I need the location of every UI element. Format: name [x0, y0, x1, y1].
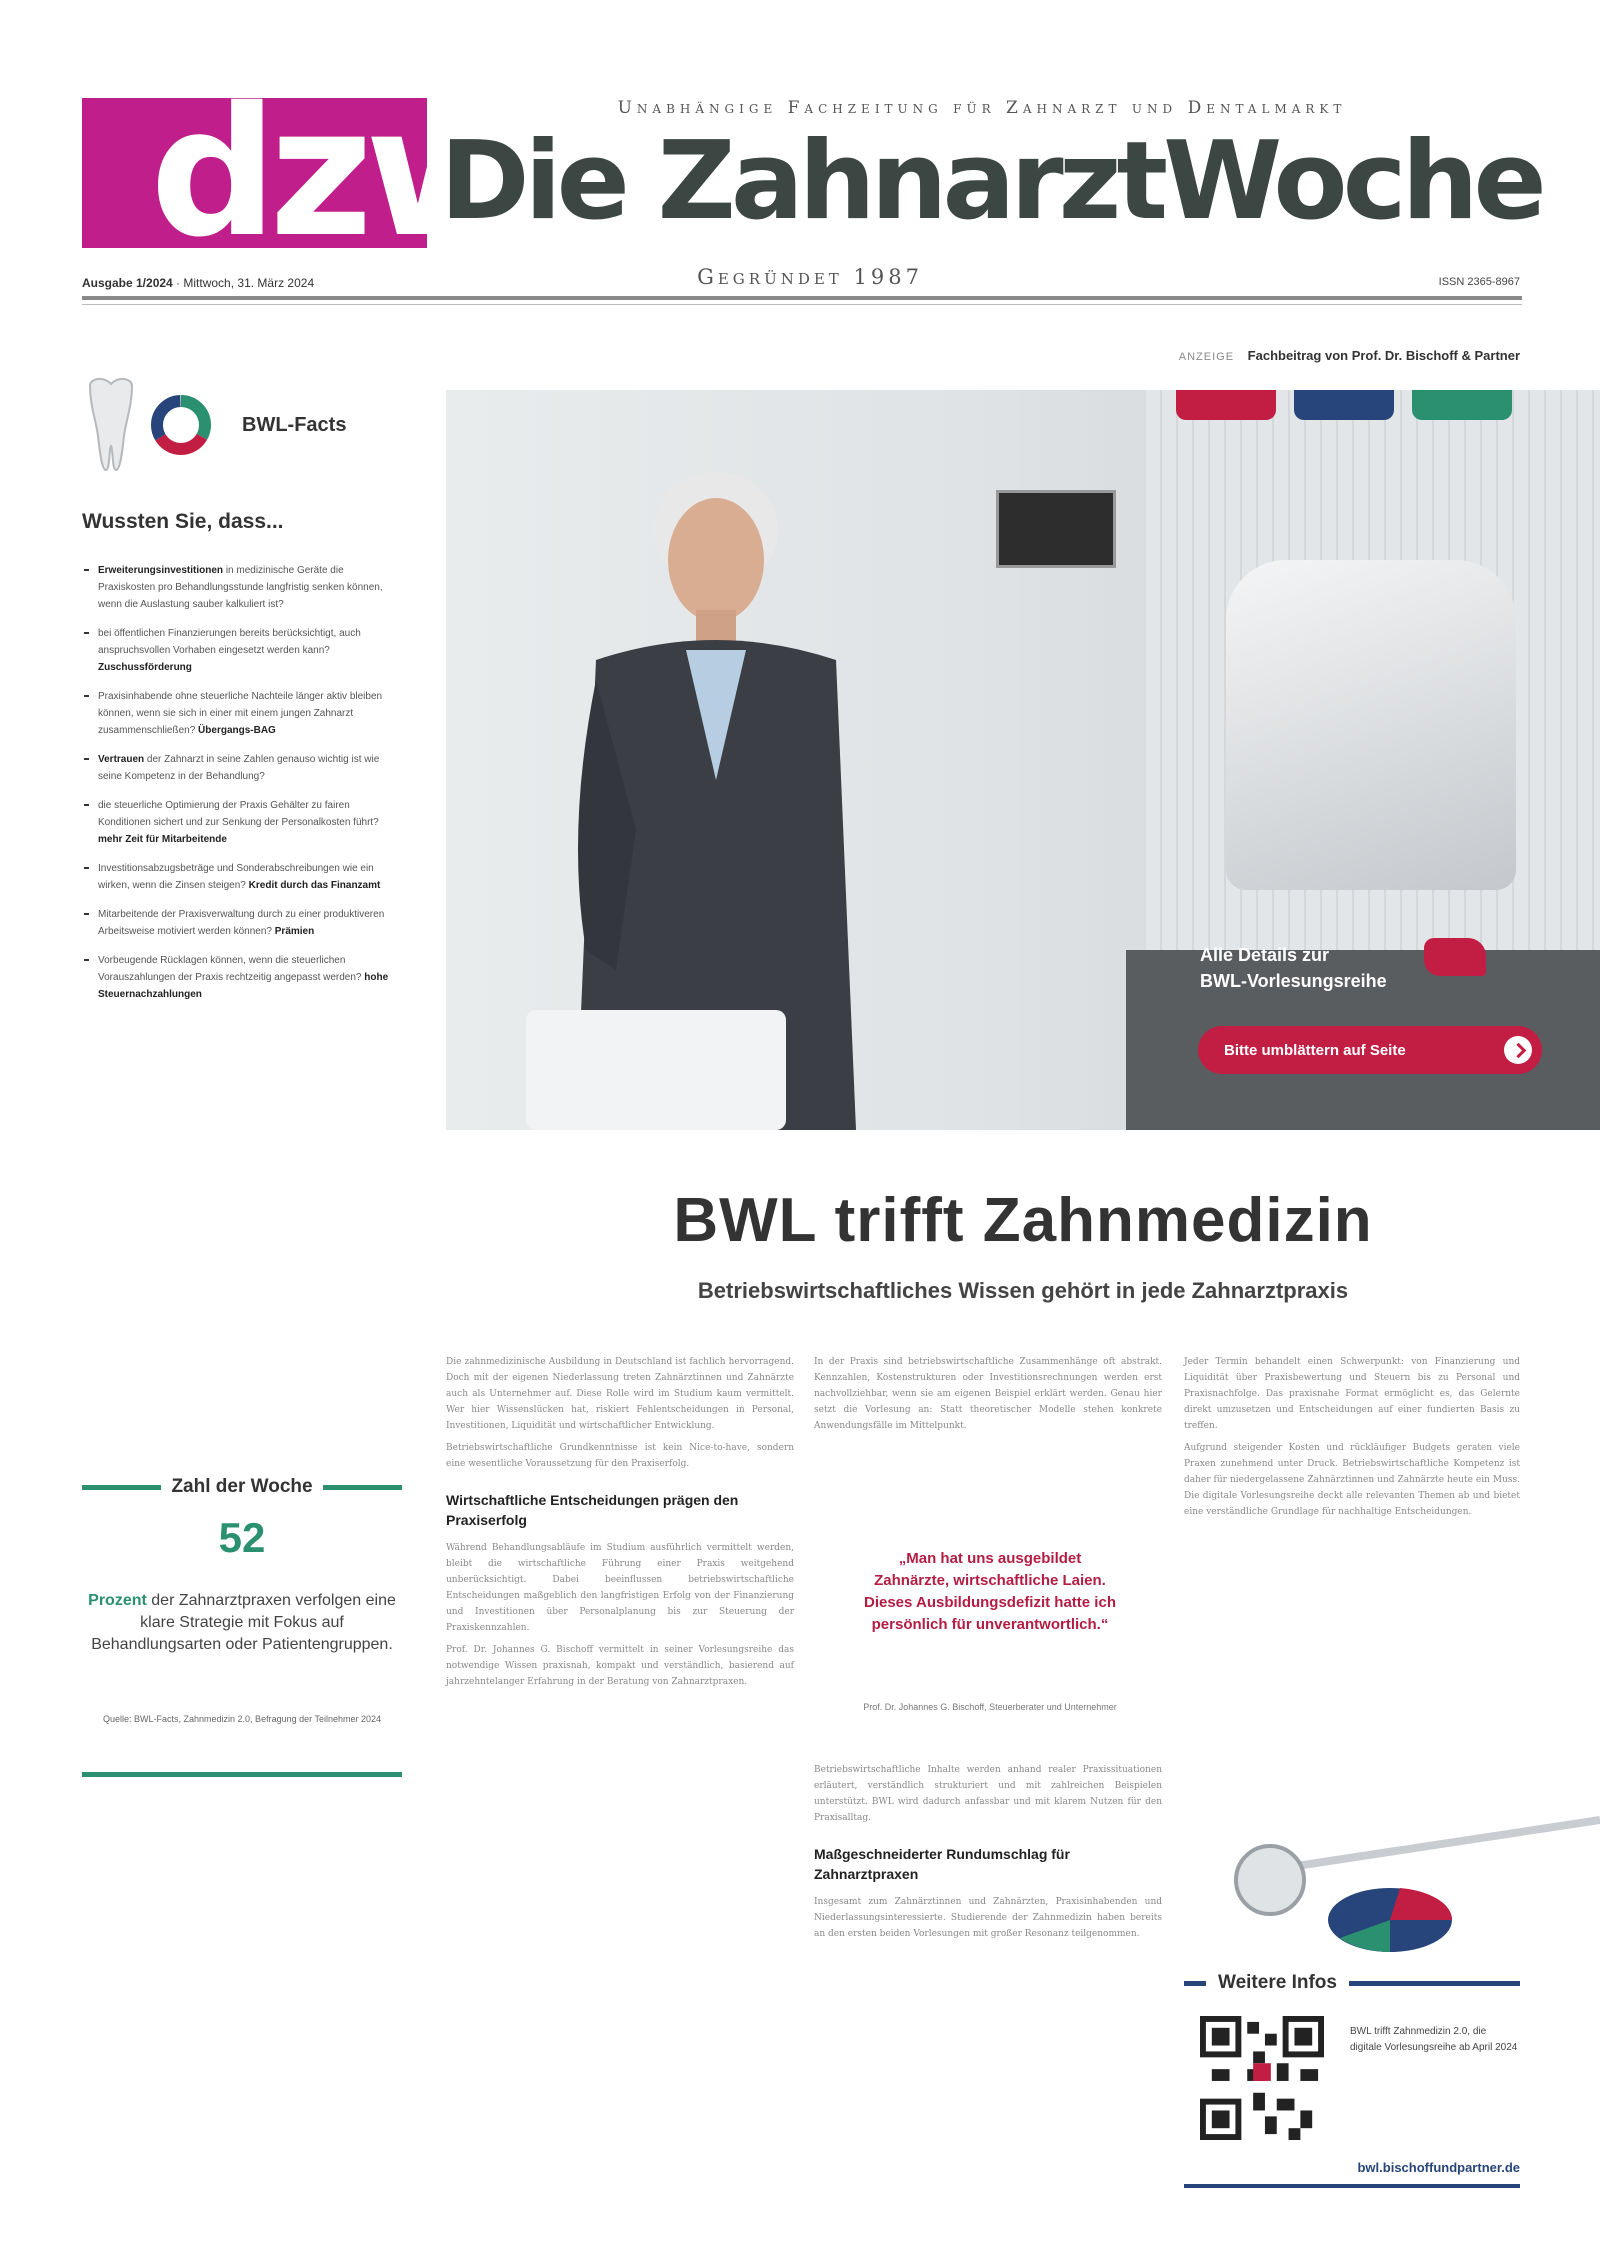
zahl-source: Quelle: BWL-Facts, Zahnmedizin 2.0, Befragung der Teilnehmer 2024 [103, 1714, 381, 1724]
green-tab [1412, 390, 1512, 420]
bischoff-logo-icon [1424, 938, 1486, 976]
issue-line: Ausgabe 1/2024 · Mittwoch, 31. März 2024 [82, 276, 315, 290]
bwl-facts-logo [82, 370, 402, 480]
paragraph: Jeder Termin behandelt einen Schwerpunkt: von Finanzierung und Liquidität über Praxisbewertung und Steuern bis zu Personal und Praxisnachfolge. Das praxisnahe Format ermöglicht es, das Gelernte direkt umzusetzen und Entscheidungen auf einer fundierten Basis zu treffen. [1184, 1357, 1520, 1431]
fact-bold: hohe Steuernachzahlungen [98, 972, 389, 1000]
paragraph: In der Praxis sind betriebswirtschaftliche Zusammenhänge oft abstrakt. Kennzahlen, Kostenstrukturen oder Investitionsrechnungen werden erst nachvollziehbar, wenn sie am eigenen Beispiel erklärt werden. Genau hier setzt die Vorlesung an: Statt theoretischer Modelle stehen konkrete Anwendungsfälle im Mittelpunkt. [814, 1357, 1162, 1431]
zahl-value: 52 [218, 1514, 266, 1561]
hero-ad-image [446, 390, 1600, 1130]
paragraph: Insgesamt zum Zahnärztinnen und Zahnärzten, Praxisinhabenden und Niederlassungsinteressierte. Studierende der Zahnmedizin haben bereits an den ersten beiden Vorlesungen mit großer Resonanz teilgenommen. [814, 1897, 1162, 1939]
fact-text: bei öffentlichen Finanzierungen bereits berücksichtigt, auch anspruchsvollen Vorhaben eingesetzt werden kann? [98, 628, 361, 656]
fact-bold: Kredit durch das Finanzamt [248, 880, 381, 891]
hero-cta-title [1200, 942, 1387, 994]
article-subhead: Betriebswirtschaftliches Wissen gehört in jede Zahnarztpraxis [697, 1278, 1349, 1303]
bwl-facts-label: BWL-Facts [242, 413, 347, 436]
founded-line: Gegründet 1987 [697, 265, 923, 289]
dental-chair-illustration [1226, 560, 1516, 890]
article-column-2-lower [814, 1762, 1162, 1942]
color-tabs [1176, 390, 1512, 420]
heading-rule [323, 1485, 402, 1490]
masthead-title: Die ZahnarztWoche [440, 119, 1542, 244]
zahl-heading-text: Zahl der Woche [171, 1476, 313, 1497]
cta-button-label: Bitte umblättern auf Seite [1224, 1041, 1406, 1059]
fact-item [82, 562, 402, 613]
xray-screen-icon [996, 490, 1116, 568]
section-heading: Wirtschaftliche Entscheidungen prägen den Praxiserfolg [446, 1492, 739, 1528]
fact-item [82, 906, 402, 940]
fact-bold: mehr Zeit für Mitarbeitende [98, 834, 227, 845]
article-column-1 [446, 1354, 794, 1696]
paragraph: Die zahnmedizinische Ausbildung in Deutschland ist fachlich hervorragend. Doch mit der eigenen Niederlassung treten Zahnärztinnen und Zahnärzte auch als Unternehmer auf. Diese Rolle wird im Studium kaum vermittelt. Wer hier Wissenslücken hat, riskiert Fehlentscheidungen in Personal, Investitionen, Liquidität und wirtschaftlicher Entwicklung. [446, 1357, 794, 1431]
paragraph: Aufgrund steigender Kosten und rückläufiger Budgets geraten viele Praxen zunehmend unter Druck. Betriebswirtschaftliche Kompetenz ist daher für niedergelassene Zahnärztinnen und Zahnärzte heute ein Muss. Die digitale Vorlesungsreihe deckt alle relevanten Themen ab und bietet eine verständliche Grundlage für nachhaltige Entscheidungen. [1184, 1443, 1520, 1517]
fact-bold: Prämien [274, 926, 315, 937]
heading-rule [82, 1485, 161, 1490]
fact-item [82, 860, 402, 894]
cta-button[interactable] [1198, 1026, 1542, 1074]
article-headline: BWL trifft Zahnmedizin [673, 1186, 1373, 1255]
fact-text: Praxisinhabende ohne steuerliche Nachteile länger aktiv bleiben können, wenn sie sich in einer mit einem jungen Zahnarzt zusammenschließen? [98, 691, 383, 736]
fact-bold: Vertrauen [98, 754, 145, 765]
zahl-der-woche-heading [82, 1476, 402, 1498]
infos-text: BWL trifft Zahnmedizin 2.0, die digitale Vorlesungsreihe ab April 2024 [1350, 2026, 1518, 2053]
section-heading: Maßgeschneiderter Rundumschlag für Zahnarztpraxen [814, 1846, 1070, 1882]
ad-marker: ANZEIGE [1178, 351, 1235, 363]
infos-link[interactable]: bwl.bischoffundpartner.de [1357, 2160, 1520, 2175]
blue-tab [1294, 390, 1394, 420]
fact-text: Mitarbeitende der Praxisverwaltung durch zu einer produktiveren Arbeitsweise motiviert werden können? [98, 909, 385, 937]
dental-mirror-illustration [1200, 1810, 1600, 1970]
fact-text: Vorbeugende Rücklagen können, wenn die steuerlichen Vorauszahlungen der Praxis rechtzeitig angepasst werden? [98, 955, 362, 983]
masthead-rule-thin [82, 304, 1522, 305]
ad-sponsor: Fachbeitrag von Prof. Dr. Bischoff & Partner [1247, 348, 1520, 363]
dzw-logo-text: dzw [150, 69, 522, 276]
fact-bold: Zuschussförderung [98, 662, 192, 673]
issue-number: Ausgabe 1/2024 [82, 276, 173, 290]
sidebar [82, 370, 402, 1015]
weitere-infos-heading [1184, 1972, 1520, 1994]
paragraph: Betriebswirtschaftliche Grundkenntnisse ist kein Nice-to-have, sondern eine wesentliche Voraussetzung für den Praxiserfolg. [446, 1443, 794, 1469]
issue-date: Mittwoch, 31. März 2024 [183, 276, 315, 290]
issn: ISSN 2365-8967 [1438, 276, 1520, 288]
paragraph: Betriebswirtschaftliche Inhalte werden anhand realer Praxissituationen erläutert, verständlich strukturiert und mit zahlreichen Beispielen unterstützt. BWL wird dadurch anfassbar und mit klarem Nutzen für den Praxisalltag. [814, 1765, 1162, 1823]
paragraph: Während Behandlungsabläufe im Studium ausführlich vermittelt werden, bleibt die wirtschaftliche Führung einer Praxis weitgehend unberücksichtigt. Dabei beeinflussen betriebswirtschaftliche Entscheidungen maßgeblich den langfristigen Erfolg von der Finanzierung und Investitionen über Personalplanung bis zur Steuerung der Praxiskennzahlen. [446, 1543, 794, 1633]
fact-text: in medizinische Geräte die Praxiskosten pro Behandlungsstunde langfristig senken können, wenn die Auslastung sauber kalkuliert ist? [98, 565, 383, 610]
zahl-description: der Zahnarztpraxen verfolgen eine klare Strategie mit Fokus auf Behandlungsarten oder Patientengruppen. [91, 1592, 396, 1653]
fact-item [82, 688, 402, 739]
qr-code-icon[interactable] [1200, 2016, 1324, 2140]
zahl-rule [82, 1772, 402, 1777]
fact-item [82, 952, 402, 1003]
article-column-3 [1184, 1354, 1520, 1526]
masthead-tagline: Unabhängige Fachzeitung für Zahnarzt und Dentalmarkt [617, 98, 1347, 118]
cta-title-line: BWL-Vorlesungsreihe [1200, 971, 1387, 991]
fact-item [82, 797, 402, 848]
article-column-2 [814, 1354, 1162, 1440]
facts-heading: Wussten Sie, dass... [82, 510, 284, 533]
heading-rule [1184, 1981, 1206, 1986]
tooth-icon [82, 376, 140, 474]
quote-source: Prof. Dr. Johannes G. Bischoff, Steuerberater und Unternehmer [863, 1702, 1117, 1712]
fact-bold: Übergangs-BAG [198, 725, 276, 736]
fact-bold: Erweiterungsinvestitionen [98, 565, 224, 576]
fact-text: der Zahnarzt in seine Zahlen genauso wichtig ist wie seine Kompetenz in der Behandlung? [98, 754, 380, 782]
arrow-right-icon [1504, 1036, 1532, 1064]
masthead-rule [82, 296, 1522, 300]
zahl-text [82, 1590, 402, 1656]
person-illustration [526, 450, 886, 1130]
bwl-ring-icon [146, 390, 216, 460]
fact-text: die steuerliche Optimierung der Praxis Gehälter zu fairen Konditionen sichert und zur Senkung der Personalkosten führt? [98, 800, 379, 828]
fact-item [82, 751, 402, 785]
red-tab [1176, 390, 1276, 420]
paragraph: Prof. Dr. Johannes G. Bischoff vermittelt in seiner Vorlesungsreihe das notwendige Wissen praxisnah, kompakt und verständlich, basierend auf jahrzehntelanger Erfahrung in der Beratung von Zahnarztpraxen. [446, 1645, 794, 1687]
cta-title-line: Alle Details zur [1200, 945, 1330, 965]
pull-quote: „Man hat uns ausgebildet Zahnärzte, wirtschaftliche Laien. Dieses Ausbildungsdefizit hatte ich persönlich für unverantwortlich.“ [864, 1550, 1116, 1633]
infos-rule [1184, 2184, 1520, 2188]
zahl-bold: Prozent [88, 1592, 147, 1609]
ad-label [1179, 348, 1520, 363]
fact-item [82, 625, 402, 676]
heading-rule [1349, 1981, 1520, 1986]
facts-list [82, 562, 402, 1003]
fact-text: Investitionsabzugsbeträge und Sonderabschreibungen wie ein wirken, wenn die Zinsen steigen? [98, 863, 374, 891]
infos-heading-text: Weitere Infos [1218, 1972, 1337, 1993]
